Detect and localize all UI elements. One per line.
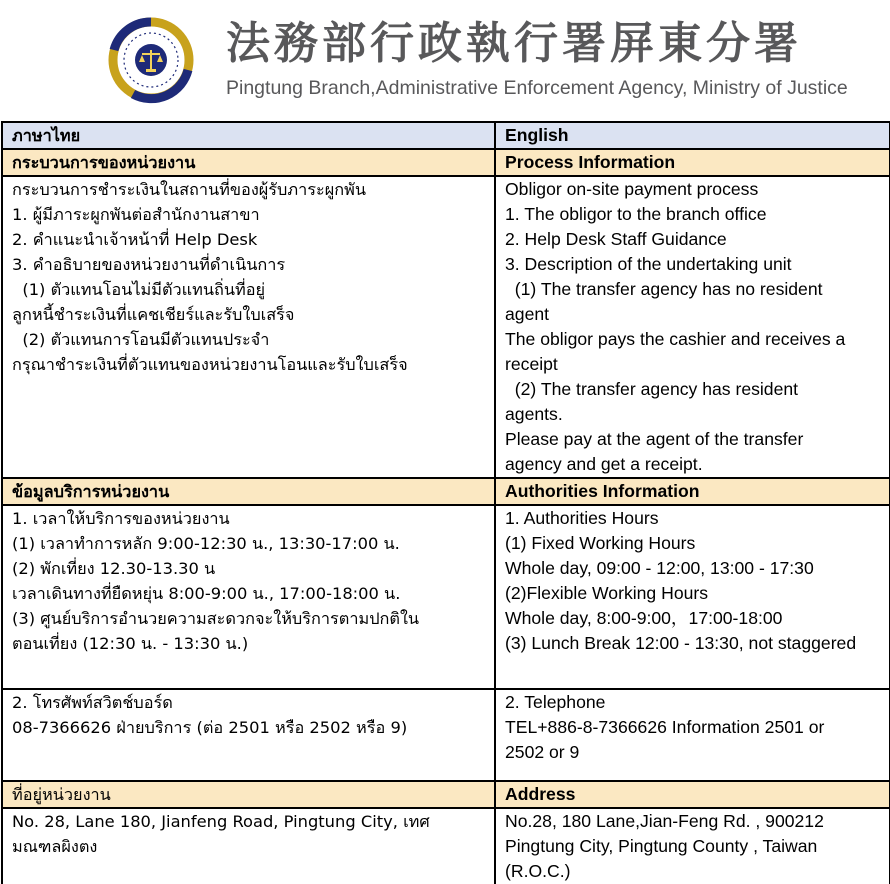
authorities-heading-english: Authorities Information [495, 478, 890, 505]
text-line: 1. เวลาให้บริการของหน่วยงาน [12, 509, 230, 528]
text-line: agents. [505, 404, 563, 424]
section-header-row [2, 149, 890, 176]
text-line: 2. Help Desk Staff Guidance [505, 229, 727, 249]
agency-logo-icon [93, 12, 211, 107]
text-line: กระบวนการชำระเงินในสถานที่ของผู้รับภาระผูกพัน [12, 180, 367, 199]
process-row [2, 176, 890, 478]
text-line: agency and get a receipt. [505, 454, 703, 474]
column-header-thai: ภาษาไทย [2, 122, 495, 149]
text-line: Pingtung City, Pingtung County , Taiwan [505, 836, 818, 856]
text-line: receipt [505, 354, 558, 374]
text-line: 1. The obligor to the branch office [505, 204, 767, 224]
hours-text-thai [2, 505, 495, 689]
text-line: 1. Authorities Hours [505, 508, 659, 528]
authorities-hours-row [2, 505, 890, 689]
text-line: (2) พักเที่ยง 12.30-13.30 น [12, 559, 216, 578]
telephone-text-thai [2, 689, 495, 781]
text-line: (2) ตัวแทนการโอนมีตัวแทนประจำ [12, 330, 270, 349]
text-line: (1) ตัวแทนโอนไม่มีตัวแทนถิ่นที่อยู่ [12, 280, 266, 299]
text-line: 2502 or 9 [505, 742, 580, 762]
text-line: (2)Flexible Working Hours [505, 583, 709, 603]
authorities-heading-thai: ข้อมูลบริการหน่วยงาน [2, 478, 495, 505]
text-line: เวลาเดินทางที่ยืดหยุ่น 8:00-9:00 น., 17:00-18:00 น. [12, 584, 401, 603]
page-header [0, 0, 890, 118]
column-header-row [2, 122, 890, 149]
process-heading-thai: กระบวนการของหน่วยงาน [2, 149, 495, 176]
address-text-english [495, 808, 890, 884]
text-line: Please pay at the agent of the transfer [505, 429, 804, 449]
text-line: No. 28, Lane 180, Jianfeng Road, Pingtung City, เทศ [12, 812, 430, 831]
text-line: Whole day, 8:00-9:00，17:00-18:00 [505, 608, 783, 628]
agency-title-english: Pingtung Branch,Administrative Enforcement Agency, Ministry of Justice [226, 77, 848, 99]
text-line: 3. Description of the undertaking unit [505, 254, 792, 274]
process-text-thai [2, 176, 495, 478]
info-table [1, 121, 890, 884]
text-line: (1) Fixed Working Hours [505, 533, 696, 553]
text-line: 2. คำแนะนำเจ้าหน้าที่ Help Desk [12, 230, 258, 249]
text-line: กรุณาชำระเงินที่ตัวแทนของหน่วยงานโอนและรับใบเสร็จ [12, 355, 408, 374]
address-text-thai [2, 808, 495, 884]
text-line: 3. คำอธิบายของหน่วยงานที่ดำเนินการ [12, 255, 286, 274]
text-line: มณฑลผิงตง [12, 837, 98, 856]
text-line: No.28, 180 Lane,Jian-Feng Rd. , 900212 [505, 811, 824, 831]
section-header-row [2, 478, 890, 505]
process-text-english [495, 176, 890, 478]
text-line: (2) The transfer agency has resident [505, 379, 799, 399]
telephone-row [2, 689, 890, 781]
text-line: ตอนเที่ยง (12:30 น. - 13:30 น.) [12, 634, 249, 653]
agency-title-chinese: 法務部行政執行署屏東分署 [226, 18, 802, 69]
process-heading-english: Process Information [495, 149, 890, 176]
address-heading-thai: ที่อยู่หน่วยงาน [2, 781, 495, 808]
telephone-text-english [495, 689, 890, 781]
column-header-english: English [495, 122, 890, 149]
text-line: (3) Lunch Break 12:00 - 13:30, not staggered [505, 633, 857, 653]
text-line: Whole day, 09:00 - 12:00, 13:00 - 17:30 [505, 558, 814, 578]
text-line: (1) เวลาทำการหลัก 9:00-12:30 น., 13:30-17:00 น. [12, 534, 400, 553]
section-header-row [2, 781, 890, 808]
address-heading-english: Address [495, 781, 890, 808]
text-line: 2. โทรศัพท์สวิตช์บอร์ด [12, 693, 173, 712]
text-line: 1. ผู้มีภาระผูกพันต่อสำนักงานสาขา [12, 205, 260, 224]
text-line: (3) ศูนย์บริการอำนวยความสะดวกจะให้บริการตามปกติใน [12, 609, 420, 628]
text-line: (R.O.C.) [505, 861, 571, 881]
text-line: (1) The transfer agency has no resident [505, 279, 823, 299]
text-line: agent [505, 304, 550, 324]
address-row [2, 808, 890, 884]
text-line: TEL+886-8-7366626 Information 2501 or [505, 717, 825, 737]
text-line: 2. Telephone [505, 692, 606, 712]
hours-text-english [495, 505, 890, 689]
text-line: The obligor pays the cashier and receives a [505, 329, 846, 349]
text-line: Obligor on-site payment process [505, 179, 759, 199]
text-line: ลูกหนี้ชำระเงินที่แคชเชียร์และรับใบเสร็จ [12, 305, 295, 324]
text-line: 08-7366626 ฝ่ายบริการ (ต่อ 2501 หรือ 2502 หรือ 9) [12, 718, 408, 737]
